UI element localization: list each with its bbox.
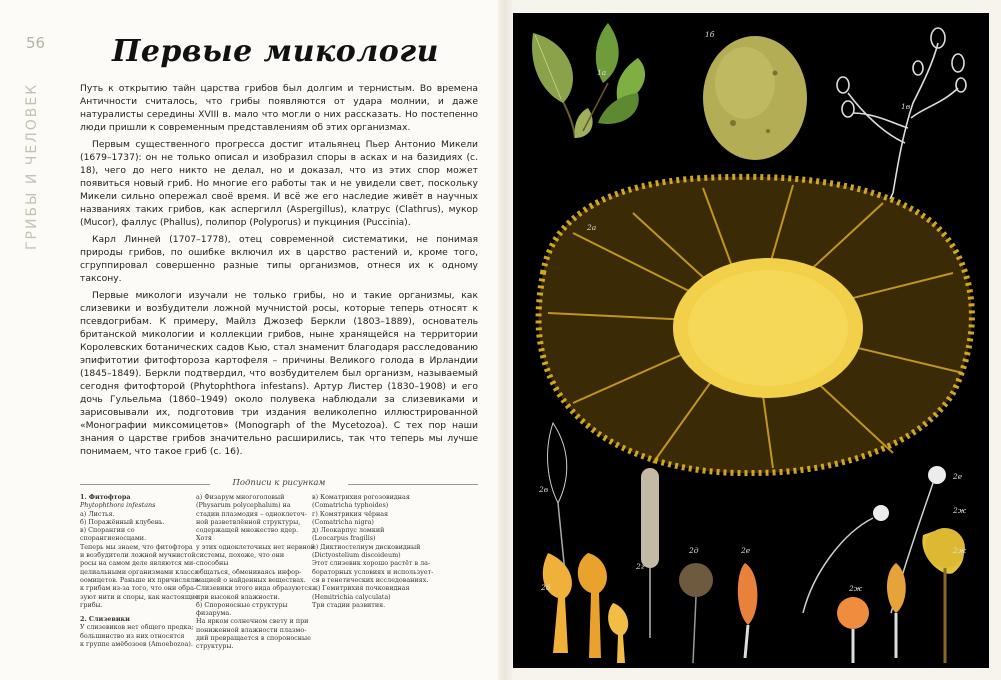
- plate-label-2b: 2б: [541, 583, 551, 592]
- paragraph-1: Путь к открытию тайн царства грибов был долгим и тернистым. Во времена Античности считалось, что грибы появляются от удара молнии, и даже натуралисты середины XVIII в. мало что могли о них рассказать. Но постепенно люди пришли к современным представлениям об этих организмах.: [80, 83, 478, 133]
- caption-line: ся в генетических исследованиях.: [312, 575, 429, 584]
- caption-line: (Hemitrichia calyculata): [312, 592, 391, 601]
- paragraph-3: Карл Линней (1707–1778), отец современной систематики, не понимая природы грибов, по ошибке включил их в царство растений и, кроме того, сгруппировал совершенно разные типы организмов, отнеся их к одному таксону.: [80, 234, 478, 284]
- caption-line: зуют нити и споры, как настоящие: [80, 592, 199, 601]
- caption-line: б) Спороносные структуры: [196, 600, 288, 609]
- caption-line: пониженной влажности плазмо-: [196, 625, 307, 634]
- caption-line: Три стадии развития.: [312, 600, 386, 609]
- left-page: [0, 0, 500, 680]
- leocarpus-sporangia-illustration: [543, 553, 628, 663]
- caption-line: а) Листья.: [80, 509, 115, 518]
- illustration-plate: [513, 13, 989, 668]
- plate-label-2zh-3: 2ж: [849, 584, 863, 593]
- caption-line: У слизевиков нет общего предка;: [80, 623, 194, 632]
- plate-label-2v-right: 2г: [636, 562, 645, 571]
- caption-line: Phytophthora infestans: [80, 501, 156, 510]
- plate-label-2v-left: 2в: [539, 485, 549, 494]
- caption-line: в) Спорангии со спорангиеносцами.: [80, 526, 147, 543]
- page-title: Первые микологи: [112, 34, 439, 69]
- caption-line: (Leocarpus fragilis): [312, 534, 376, 543]
- body-text: [80, 82, 478, 462]
- captions-header-label: Подписи к рисункам: [232, 478, 326, 488]
- captions-divider-right: [348, 484, 478, 485]
- caption-line: к группе амёбозоев (Amoebozoa).: [80, 640, 193, 649]
- illustration-svg: [513, 13, 989, 668]
- caption-line: 2. Слизевики: [80, 615, 130, 624]
- caption-line: На ярком солнечном свету и при: [196, 617, 309, 626]
- caption-line: е) Диктиостелиум дисковидный: [312, 542, 421, 551]
- plate-label-1a: 1а: [597, 68, 607, 77]
- infected-potato-illustration: [703, 36, 807, 160]
- caption-line: г) Комятрикия чёрная: [312, 509, 389, 518]
- caption-line: Этот слизевик хорошо растёт в ла-: [312, 559, 431, 568]
- caption-line: к грибам из-за того, что они обра-: [80, 584, 197, 593]
- caption-line: Теперь мы знаем, что фитофтора: [80, 542, 193, 551]
- plate-label-2d: 2е: [741, 546, 751, 555]
- caption-line: бораторных условиях и использует-: [312, 567, 434, 576]
- plate-label-2e: 2е: [953, 472, 963, 481]
- plate-label-1v: 1в: [901, 102, 911, 111]
- caption-line: д) Леокарпус ломкий: [312, 526, 385, 535]
- caption-line: общаться, обмениваясь инфор-: [196, 567, 302, 576]
- physarum-plasmodium-illustration: [539, 177, 972, 473]
- caption-line: стадии плазмодия – одноклеточ-: [196, 509, 307, 518]
- caption-line: а) Физарум многоголовый: [196, 493, 285, 501]
- plate-label-2zh-2: 2ж: [953, 546, 967, 555]
- caption-line: большинство из них относятся: [80, 631, 185, 640]
- caption-line: грибы.: [80, 600, 103, 609]
- caption-line: б) Поражённый клубень.: [80, 517, 165, 526]
- caption-line: и возбудители ложной мучнистой: [80, 551, 196, 560]
- caption-line: дий превращается в спороносные: [196, 634, 311, 643]
- caption-line: (Comatricha nigra): [312, 517, 374, 526]
- section-title: ГРИБЫ И ЧЕЛОВЕК: [24, 82, 40, 250]
- caption-line: физарума.: [196, 609, 232, 618]
- caption-line: при высокой влажности.: [196, 592, 280, 601]
- comatricha-nigra-illustration: [679, 563, 713, 663]
- caption-line: (Dictyostelium discoideum): [312, 551, 401, 560]
- caption-line: системы, похоже, что они способны: [196, 551, 285, 568]
- caption-line: целиальными организмами класса: [80, 567, 199, 576]
- book-gutter: [498, 0, 512, 680]
- caption-line: в) Коматрихия рогозовидная: [312, 493, 410, 501]
- paragraph-2: Первым существенного прогресса достиг итальянец Пьер Антонио Микели (1679–1737): он не только описал и изобразил споры в асках и на базидиях (с. 18), чего до него никто не делал, но и доказал, что из этих спор может появиться новый гриб. Но многие его работы так и не увидели свет, поскольку Микели сильно опережал своё время. И всё же его наследие живёт в научных названиях таких грибов, как аспергилл (Aspergillus), клатрус (Clathrus), мукор (Mucor), фаллус (Phallus), полипор (Polyporus) и пукциния (Puccinia).: [80, 139, 478, 228]
- caption-line: содержащей множество ядер. Хотя: [196, 526, 299, 543]
- caption-line: ж) Гемитрихия почковидная: [312, 584, 410, 593]
- page-number: 56: [26, 34, 46, 52]
- plate-label-2a: 2а: [587, 223, 597, 232]
- hemitrichia-illustration: [837, 528, 965, 663]
- leocarpus-fragilis-illustration: [738, 563, 758, 658]
- plate-label-2g: 2д: [689, 546, 699, 555]
- caption-line: ной разветвлённой структуры,: [196, 517, 301, 526]
- caption-line: мацией о найденных веществах.: [196, 575, 306, 584]
- caption-line: у этих одноклеточных нет нервной: [196, 542, 315, 551]
- caption-line: росы на самом деле являются ми-: [80, 559, 196, 568]
- paragraph-4: Первые микологи изучали не только грибы, но и такие организмы, как слизевики и возбудители ложной мучнистой росы, которые теперь относят к псевдогрибам. К примеру, Майлз Джозеф Беркли (1803–1889), основатель британской микологии и коллекции грибов, ныне хранящейся на территории Королевских ботанических садов Кью, стал знаменит благодаря расследованию эпифитотии фитофтороза картофеля – причины Великого голода в Ирландии (1845–1849). Беркли подтвердил, что возбудителем был организм, называемый сегодня фитофторой (Phytophthora infestans). Артур Листер (1830–1908) и его дочь Гульельма (1860–1949) около полувека наблюдали за слизевиками и зарисовывали их, подготовив три издания великолепно иллюстрированной «Монографии миксомицетов» (Monograph of the Mycetozoa). С тех пор наши знания о царстве грибов значительно расширились, так что теперь мы лучше понимаем, что такое гриб (с. 16).: [80, 290, 478, 457]
- phytophthora-leaves-illustration: [532, 23, 645, 138]
- caption-line: оомицетов. Раньше их причисляли: [80, 575, 199, 584]
- caption-column-3: [312, 493, 444, 609]
- caption-line: структуры.: [196, 642, 234, 651]
- captions-header: [80, 478, 478, 490]
- plate-label-2zh-1: 2ж: [953, 506, 967, 515]
- caption-column-2: [196, 493, 316, 651]
- caption-line: Слизевики этого вида образуются: [196, 584, 312, 593]
- caption-column-1: [80, 493, 200, 648]
- plate-label-1b: 1б: [705, 30, 715, 39]
- caption-line: 1. Фитофтора: [80, 493, 131, 501]
- caption-line: (Comatricha typhoides): [312, 501, 389, 510]
- caption-line: (Physarum polycephalum) на: [196, 501, 291, 510]
